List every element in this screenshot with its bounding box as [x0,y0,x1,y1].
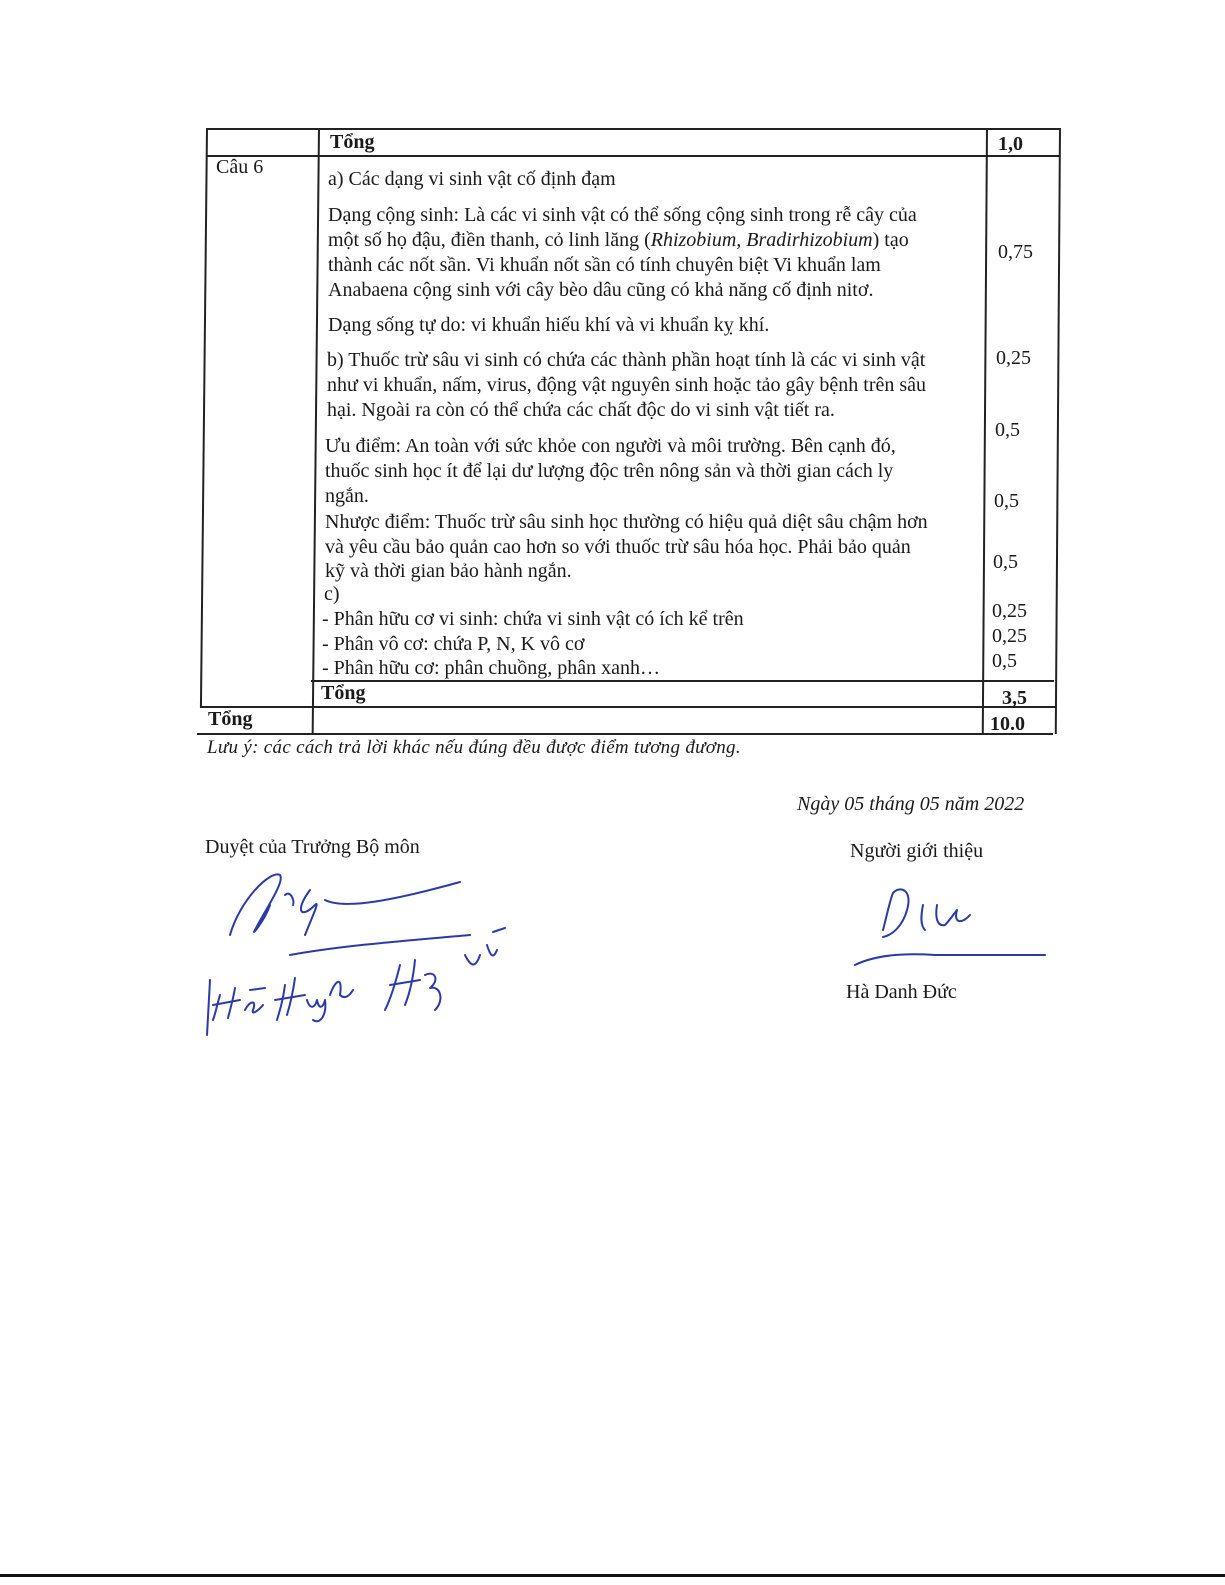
advantages-line: ngắn. [325,485,369,507]
part-b-line: như vi khuẩn, nấm, virus, động vật nguyên sinh hoặc tảo gây bệnh trên sâu [327,374,927,396]
disadvantages-score: 0,5 [994,490,1019,512]
page-bottom-edge [0,1574,1225,1577]
part-c-item: - Phân hữu cơ: phân chuồng, phân xanh… [322,657,661,679]
extra-score: 0,5 [993,551,1018,573]
table-rule [207,155,1060,157]
part-a-heading: a) Các dạng vi sinh vật cố định đạm [328,168,616,190]
table-rule [982,128,988,734]
part-b-intro-score: 0,25 [996,347,1031,369]
part-a-score: 0,75 [998,241,1033,263]
note: Lưu ý: các cách trả lời khác nếu đúng đều được điểm tương đương. [207,737,741,758]
right-signatory-name: Hà Danh Đức [846,981,957,1003]
disadvantages-line: và yêu cầu bảo quản cao hơn so với thuốc trừ sâu hóa học. Phải bảo quản [325,536,911,558]
right-signatory-title: Người giới thiệu [850,840,984,862]
advantages-line: Ưu điểm: An toàn với sức khỏe con người và môi trường. Bên cạnh đó, [325,435,896,457]
sub-total-score: 3,5 [1002,687,1027,709]
grand-total-score: 10.0 [990,713,1025,735]
disadvantages-line: kỹ và thời gian bảo hành ngắn. [325,560,572,582]
left-signature [195,860,545,1040]
grand-total-label: Tổng [208,708,253,730]
part-c-label: c) [324,583,340,605]
part-a-line: Dạng cộng sinh: Là các vi sinh vật có thể sống cộng sinh trong rễ cây của [328,204,917,226]
part-a-line: Anabaena cộng sinh với cây bèo dâu cũng có khả năng cố định nitơ. [328,279,874,301]
top-total-score: 1,0 [998,133,1023,155]
table-rule [312,128,320,734]
date: Ngày 05 tháng 05 năm 2022 [797,793,1025,815]
table-rule [1055,128,1061,734]
part-a-line: một số họ đậu, điền thanh, cỏ linh lăng (Rhizobium, Bradirhizobium) tạo [328,229,909,251]
left-signatory-title: Duyệt của Trưởng Bộ môn [205,836,420,858]
disadvantages-line: Nhược điểm: Thuốc trừ sâu sinh học thường có hiệu quả diệt sâu chậm hơn [325,511,928,533]
top-total-label: Tổng [330,131,375,153]
part-b-line: hại. Ngoài ra còn có thể chứa các chất độc do vi sinh vật tiết ra. [327,399,835,421]
species-names: Rhizobium, Bradirhizobium [650,229,873,251]
advantages-score: 0,5 [995,419,1020,441]
advantages-line: thuốc sinh học ít để lại dư lượng độc trên nông sản và thời gian cách ly [325,460,894,482]
right-signature [845,875,1055,975]
part-b-line: b) Thuốc trừ sâu vi sinh có chứa các thành phần hoạt tính là các vi sinh vật [327,349,926,371]
sub-total-label: Tổng [321,682,366,704]
part-c-item: - Phân hữu cơ vi sinh: chứa vi sinh vật có ích kể trên [322,608,744,630]
part-c-item: - Phân vô cơ: chứa P, N, K vô cơ [322,633,585,655]
part-c-score: 0,25 [992,625,1027,647]
part-a-free-living: Dạng sống tự do: vi khuẩn hiếu khí và vi khuẩn kỵ khí. [328,314,770,336]
table-rule [200,706,1056,708]
part-c-score: 0,5 [992,650,1017,672]
part-c-score: 0,25 [992,600,1027,622]
question-label: Câu 6 [216,156,264,178]
table-rule [200,128,208,708]
part-a-line: thành các nốt sần. Vi khuẩn nốt sần có tính chuyên biệt Vi khuẩn lam [328,254,881,276]
